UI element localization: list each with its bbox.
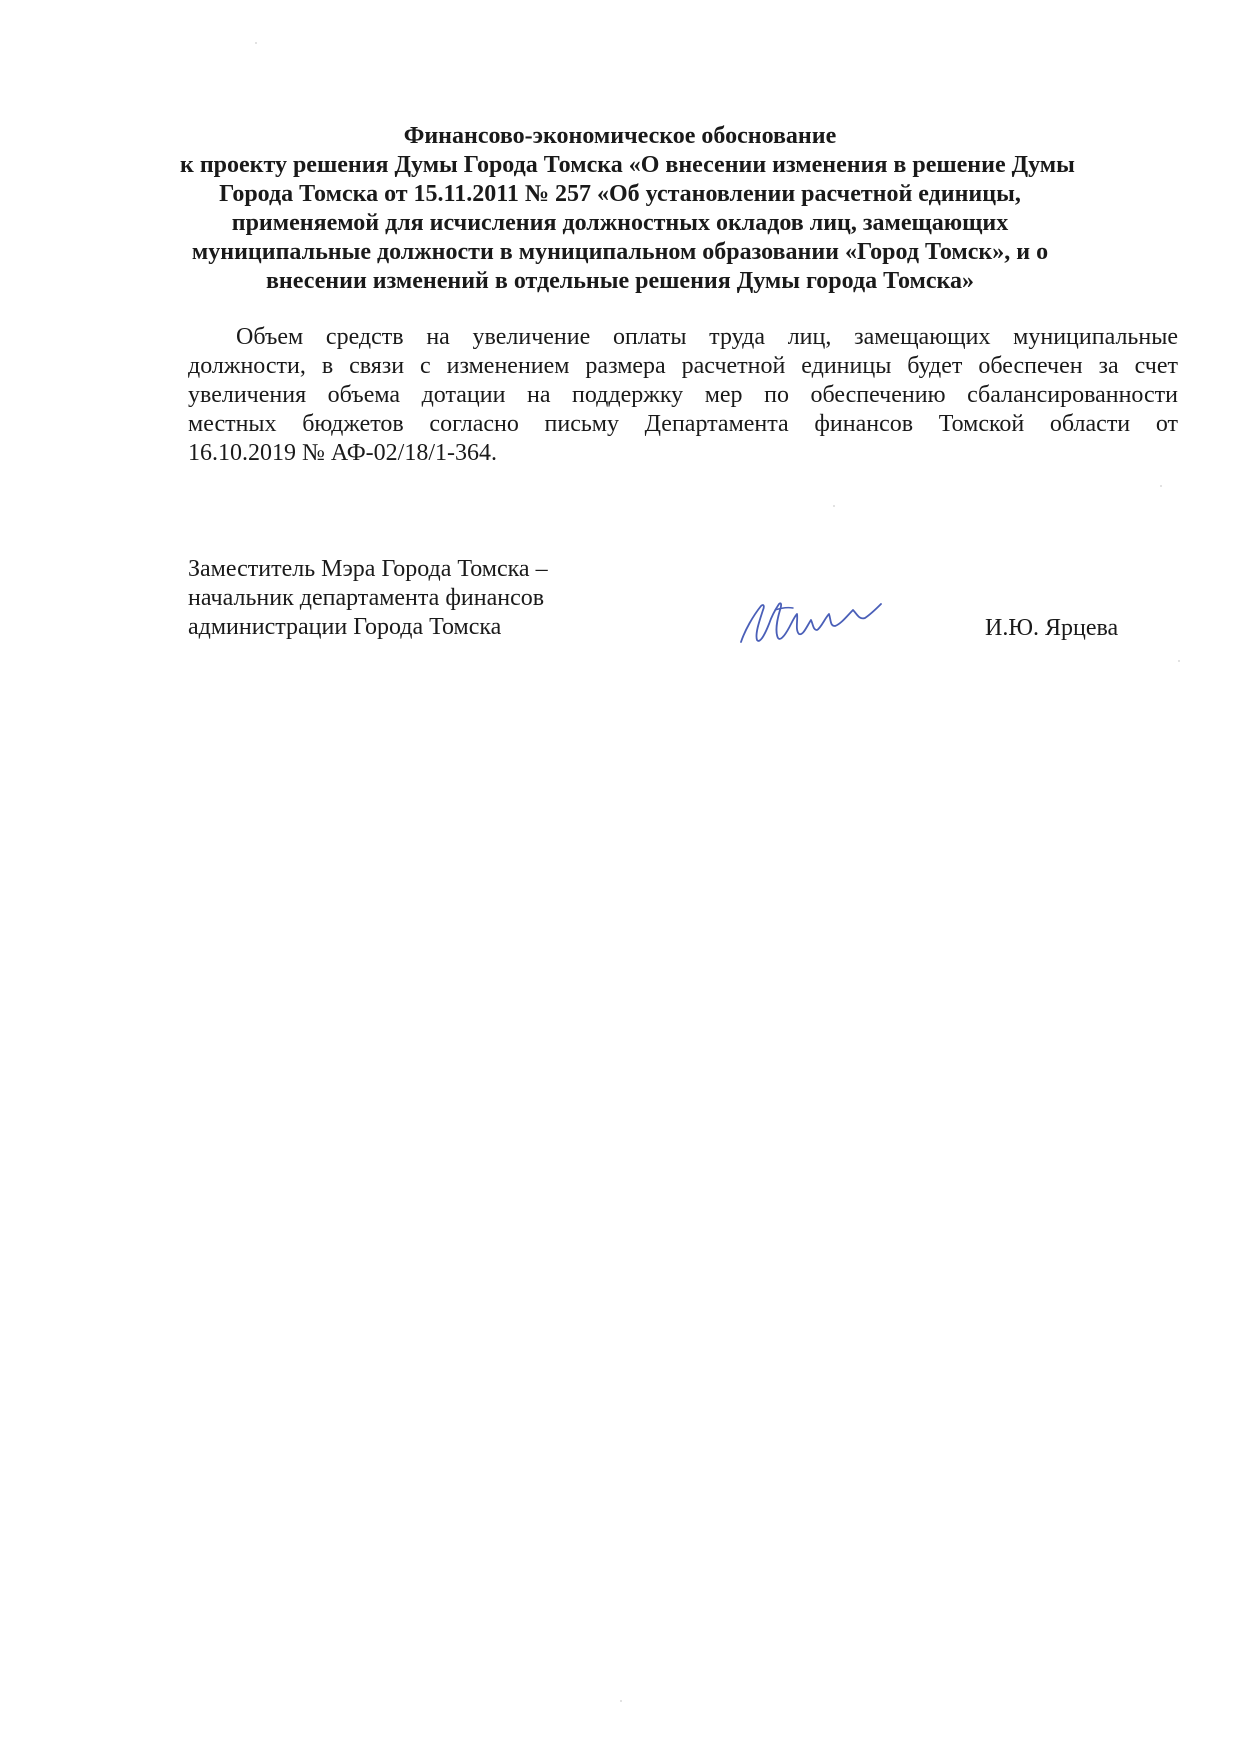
title-line: внесении изменений в отдельные решения Думы города Томска»: [265, 268, 975, 294]
signatory-name: И.Ю. Ярцева: [985, 615, 1119, 641]
signatory-position-line: администрации Города Томска: [188, 614, 502, 640]
signatory-position: [188, 555, 548, 642]
body-paragraph: [188, 323, 1178, 468]
scan-speck: [620, 1700, 622, 1702]
signatory-position-line: начальник департамента финансов: [188, 585, 545, 611]
scan-speck: [833, 505, 835, 507]
scan-speck: [1160, 485, 1162, 487]
body-line: увеличения объема дотации на поддержку мер по обеспечению сбалансированности: [188, 382, 1178, 408]
signatory-position-line: Заместитель Мэра Города Томска –: [188, 556, 548, 582]
body-line: должности, в связи с изменением размера расчетной единицы будет обеспечен за счет: [188, 353, 1178, 379]
title-line: к проекту решения Думы Города Томска «О внесении изменения в решение Думы: [180, 152, 1075, 178]
title-line: Города Томска от 15.11.2011 № 257 «Об установлении расчетной единицы,: [219, 181, 1021, 207]
body-line: Объем средств на увеличение оплаты труда лиц, замещающих муниципальные: [236, 324, 1178, 350]
body-line: местных бюджетов согласно письму Департамента финансов Томской области от: [188, 411, 1178, 437]
scan-speck: [255, 42, 257, 44]
body-line: 16.10.2019 № АФ-02/18/1-364.: [188, 440, 497, 466]
handwritten-signature: [735, 590, 885, 650]
title-line: применяемой для исчисления должностных окладов лиц, замещающих: [231, 210, 1009, 236]
title-line: Финансово-экономическое обоснование: [403, 123, 837, 149]
title-line: муниципальные должности в муниципальном образовании «Город Томск», и о: [191, 239, 1049, 265]
scan-speck: [1178, 660, 1180, 662]
document-title: [180, 122, 1075, 296]
